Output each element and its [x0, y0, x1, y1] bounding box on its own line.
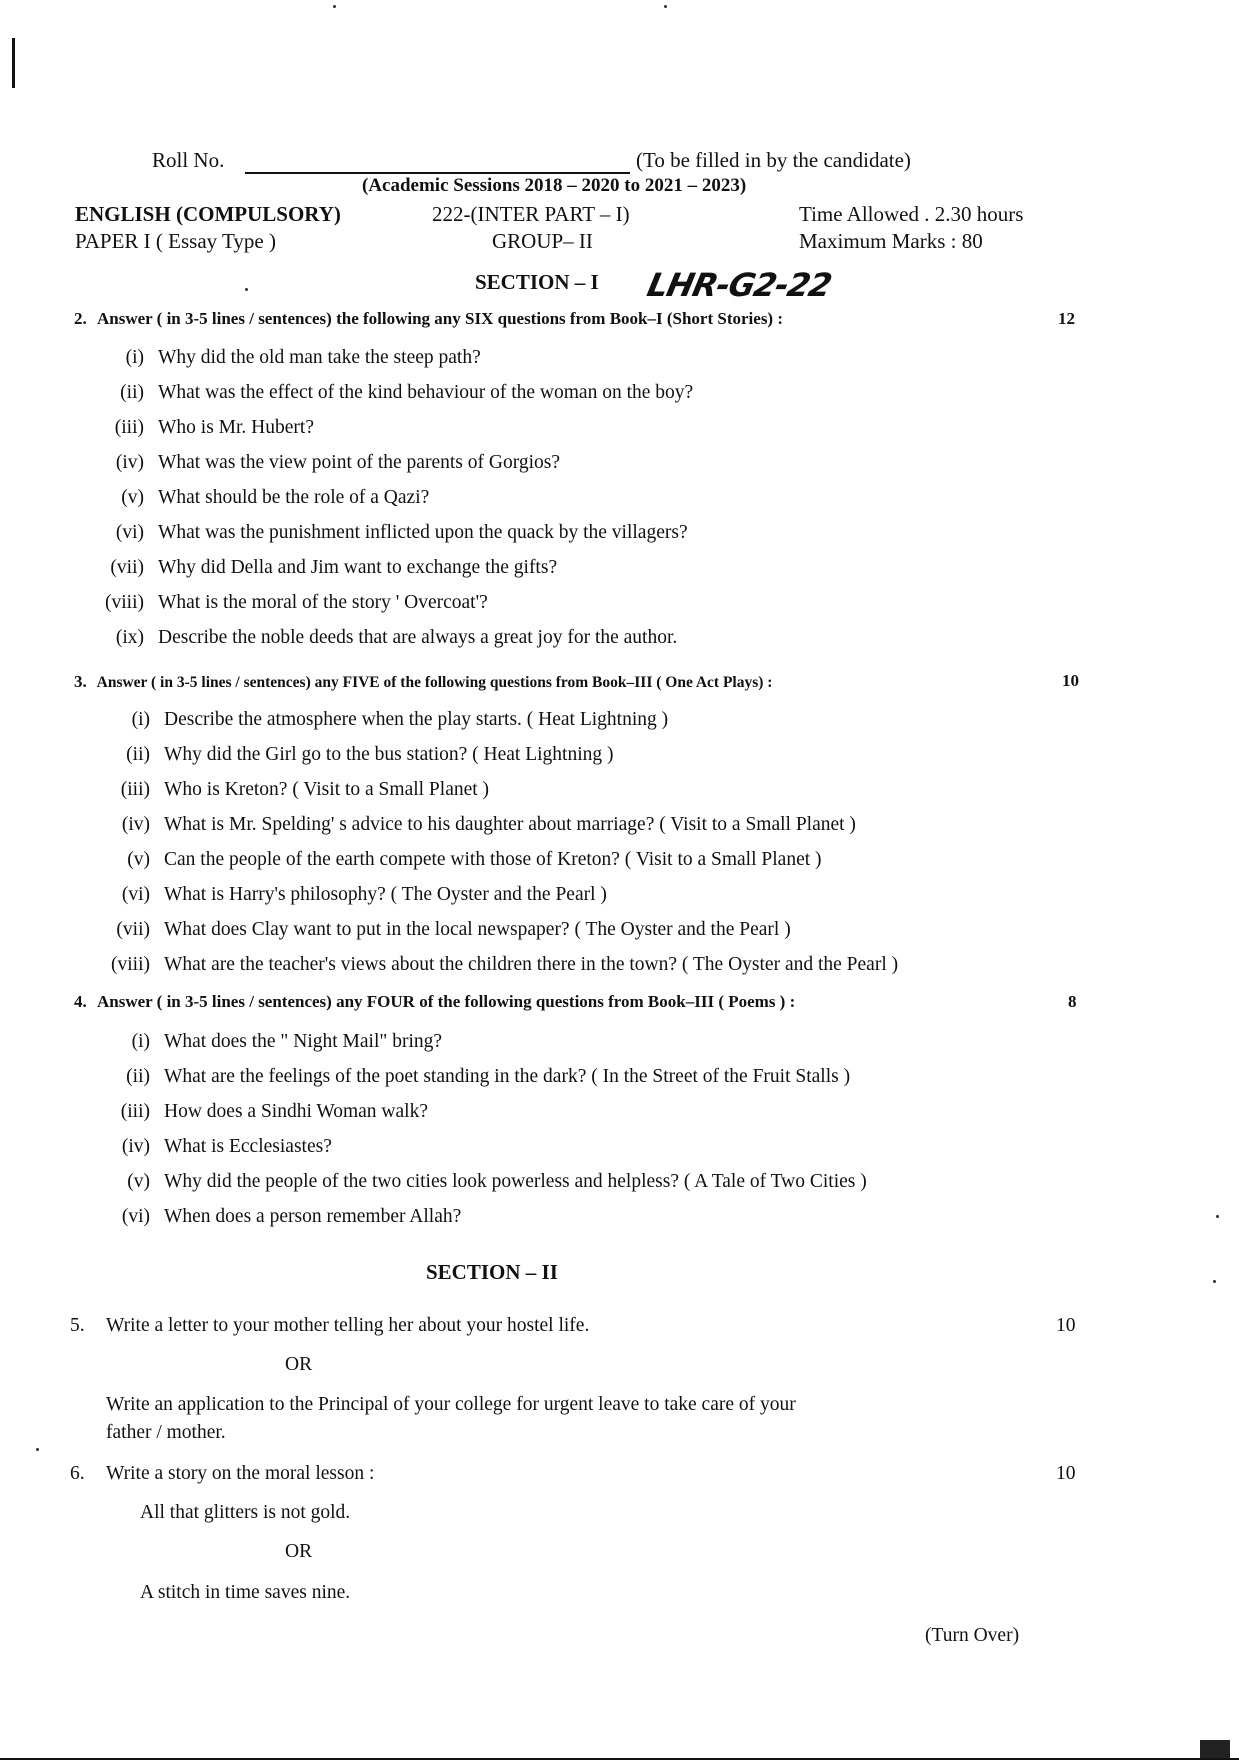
paper-code: 222-(INTER PART – I) — [432, 202, 630, 226]
q2-item-number: (iii) — [114, 417, 144, 438]
q4-item — [90, 1206, 461, 1228]
q2-number: 2. — [74, 309, 87, 328]
q3-item-text: Describe the atmosphere when the play starts. ( Heat Lightning ) — [164, 709, 669, 730]
paper-type: PAPER I ( Essay Type ) — [75, 229, 276, 253]
q3-item-number: (iii) — [120, 779, 150, 800]
q4-item — [90, 1101, 428, 1123]
maximum-marks: Maximum Marks : 80 — [799, 229, 983, 253]
q3-item-number: (v) — [127, 849, 150, 870]
q3-item-number: (vii) — [116, 919, 150, 940]
q2-item — [90, 627, 677, 649]
q3-item-text: What is Mr. Spelding' s advice to his daughter about marriage? ( Visit to a Small Planet ) — [164, 814, 856, 835]
q3-item-text: Who is Kreton? ( Visit to a Small Planet ) — [164, 779, 490, 800]
q2-item-number: (vi) — [115, 522, 144, 543]
q4-item — [90, 1171, 867, 1193]
q3-item — [90, 884, 607, 906]
scan-speck — [245, 288, 248, 291]
q3-item-number: (iv) — [121, 814, 150, 835]
roll-number-field[interactable] — [245, 172, 630, 174]
time-allowed: Time Allowed . 2.30 hours — [799, 202, 1024, 226]
scan-speck — [333, 5, 336, 8]
q2-heading-text: Answer ( in 3-5 lines / sentences) the following any SIX questions from Book–I (Short Stories) : — [97, 309, 784, 328]
q4-item-number: (i) — [131, 1031, 150, 1052]
q2-item-number: (ix) — [115, 627, 144, 648]
q5-alternative-line1: Write an application to the Principal of your college for urgent leave to take care of your — [106, 1394, 796, 1415]
q2-item-number: (iv) — [115, 452, 144, 473]
turn-over-note: (Turn Over) — [925, 1625, 1020, 1646]
q2-item — [90, 452, 560, 474]
q2-item-number: (viii) — [105, 592, 144, 613]
q2-item-number: (v) — [121, 487, 144, 508]
q4-item-number: (v) — [127, 1171, 150, 1192]
q3-item — [90, 849, 822, 871]
q3-item — [90, 709, 668, 731]
q2-item — [90, 487, 429, 509]
q4-item-number: (vi) — [121, 1206, 150, 1227]
roll-number-note: (To be filled in by the candidate) — [636, 148, 911, 172]
q6-text: Write a story on the moral lesson : — [106, 1463, 375, 1484]
q4-heading-text: Answer ( in 3-5 lines / sentences) any FOUR of the following questions from Book–III ( Poems ) : — [97, 992, 796, 1011]
q3-item — [90, 954, 898, 976]
q4-item-text: Why did the people of the two cities look powerless and helpless? ( A Tale of Two Cities ) — [164, 1171, 867, 1192]
q2-item-number: (i) — [125, 347, 144, 368]
q4-item — [90, 1066, 850, 1088]
q4-item-text: What are the feelings of the poet standing in the dark? ( In the Street of the Fruit Stalls ) — [164, 1066, 851, 1087]
q3-item-text: What is Harry's philosophy? ( The Oyster and the Pearl ) — [164, 884, 607, 905]
q4-number: 4. — [74, 992, 87, 1011]
q2-item-number: (ii) — [120, 382, 144, 403]
q3-heading — [74, 672, 772, 692]
q5-number: 5. — [70, 1315, 85, 1336]
left-margin-mark — [12, 38, 15, 88]
group-label: GROUP– II — [492, 229, 593, 253]
q2-item-text: What was the view point of the parents of Gorgios? — [158, 452, 560, 473]
q2-item — [90, 522, 688, 544]
q2-heading — [74, 309, 783, 329]
q4-heading — [74, 992, 795, 1012]
q2-item-text: Why did Della and Jim want to exchange the gifts? — [158, 557, 558, 578]
q5-marks: 10 — [1056, 1315, 1076, 1336]
q3-item — [90, 779, 489, 801]
q3-item-number: (ii) — [126, 744, 150, 765]
q2-item-text: Describe the noble deeds that are always a great joy for the author. — [158, 627, 678, 648]
q3-item-text: Can the people of the earth compete with those of Kreton? ( Visit to a Small Planet ) — [164, 849, 822, 870]
q6-or: OR — [285, 1541, 313, 1562]
scan-speck — [664, 5, 667, 8]
scan-speck — [36, 1448, 39, 1451]
q2-item-text: What should be the role of a Qazi? — [158, 487, 430, 508]
q2-item — [90, 382, 693, 404]
q6-marks: 10 — [1056, 1463, 1076, 1484]
handwritten-code: LHR-G2-22 — [643, 266, 835, 304]
q3-item — [90, 919, 791, 941]
roll-number-label: Roll No. — [152, 148, 225, 172]
q2-item — [90, 592, 488, 614]
q4-item-text: What does the " Night Mail" bring? — [164, 1031, 443, 1052]
q4-item-text: What is Ecclesiastes? — [164, 1136, 332, 1157]
q3-item-number: (i) — [131, 709, 150, 730]
q3-number: 3. — [74, 672, 87, 691]
q3-item-number: (vi) — [121, 884, 150, 905]
q2-item-text: Who is Mr. Hubert? — [158, 417, 314, 438]
q3-item — [90, 814, 856, 836]
q2-item — [90, 557, 557, 579]
academic-sessions: (Academic Sessions 2018 – 2020 to 2021 – 2023) — [362, 175, 747, 196]
q4-item — [90, 1136, 332, 1158]
q5-or: OR — [285, 1354, 313, 1375]
q4-item-number: (iv) — [121, 1136, 150, 1157]
q5-alternative-line2: father / mother. — [106, 1422, 226, 1443]
q3-marks: 10 — [1062, 671, 1079, 690]
subject-title: ENGLISH (COMPULSORY) — [75, 202, 341, 226]
q2-item-text: Why did the old man take the steep path? — [158, 347, 481, 368]
q4-item — [90, 1031, 442, 1053]
corner-mark — [1200, 1740, 1230, 1758]
q4-item-number: (ii) — [126, 1066, 150, 1087]
q2-item — [90, 417, 314, 439]
section-1-title: SECTION – I — [475, 270, 599, 294]
q5-text: Write a letter to your mother telling her about your hostel life. — [106, 1315, 590, 1336]
scan-speck — [1216, 1215, 1219, 1218]
q4-item-text: How does a Sindhi Woman walk? — [164, 1101, 428, 1122]
bottom-rule — [0, 1758, 1239, 1760]
q4-marks: 8 — [1068, 992, 1077, 1011]
q2-item — [90, 347, 481, 369]
q2-item-text: What was the effect of the kind behaviour of the woman on the boy? — [158, 382, 694, 403]
scan-speck — [1213, 1280, 1216, 1283]
q3-item-text: Why did the Girl go to the bus station? ( Heat Lightning ) — [164, 744, 614, 765]
q4-item-number: (iii) — [120, 1101, 150, 1122]
q4-item-text: When does a person remember Allah? — [164, 1206, 462, 1227]
q2-item-number: (vii) — [110, 557, 144, 578]
section-2-title: SECTION – II — [426, 1260, 558, 1284]
q2-item-text: What was the punishment inflicted upon the quack by the villagers? — [158, 522, 688, 543]
q2-item-text: What is the moral of the story ' Overcoat'? — [158, 592, 488, 613]
q6-option-1: All that glitters is not gold. — [140, 1502, 351, 1523]
q3-item — [90, 744, 614, 766]
q3-heading-text: Answer ( in 3-5 lines / sentences) any FIVE of the following questions from Book–III ( One Act Plays) : — [96, 674, 773, 691]
q6-number: 6. — [70, 1463, 85, 1484]
q3-item-number: (viii) — [111, 954, 150, 975]
q3-item-text: What are the teacher's views about the children there in the town? ( The Oyster and the Pearl ) — [164, 954, 899, 975]
q2-marks: 12 — [1058, 309, 1075, 328]
q6-option-2: A stitch in time saves nine. — [140, 1582, 351, 1603]
q3-item-text: What does Clay want to put in the local newspaper? ( The Oyster and the Pearl ) — [164, 919, 791, 940]
